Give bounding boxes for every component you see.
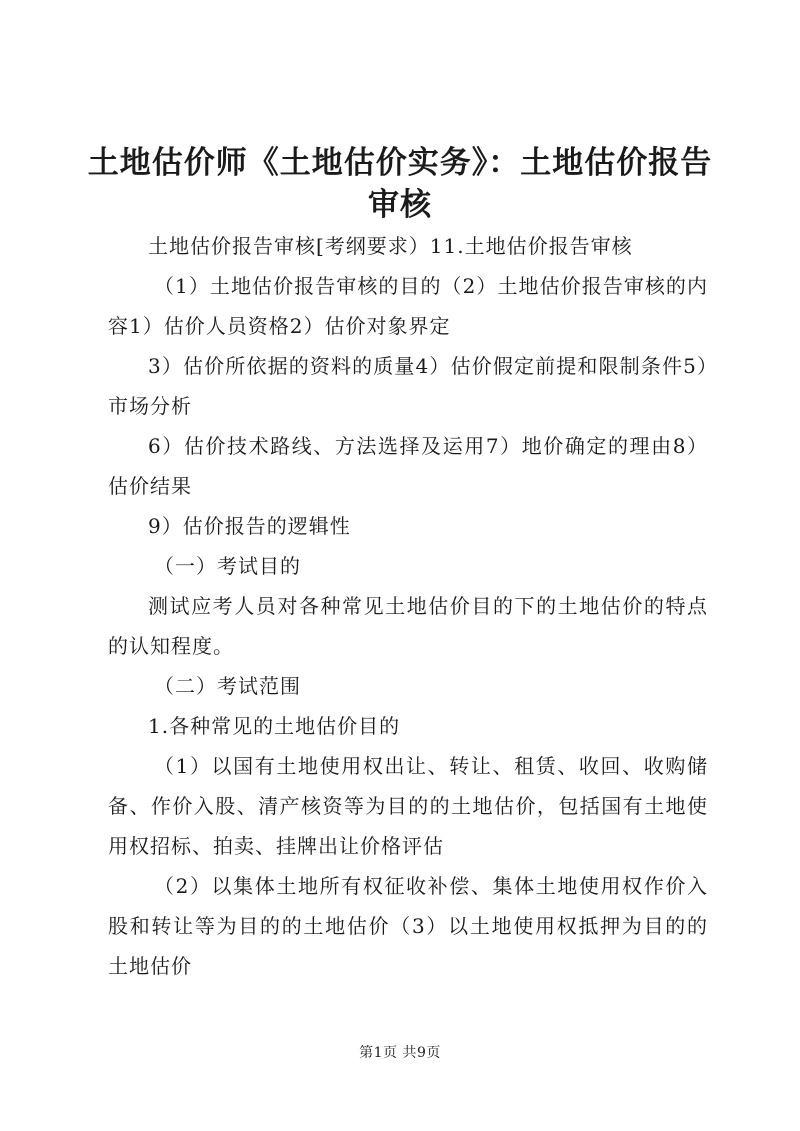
paragraph-4: 6）估价技术路线、方法选择及运用7）地价确定的理由8）估价结果 <box>108 434 708 498</box>
paragraph-5: 9）估价报告的逻辑性 <box>148 514 351 538</box>
paragraph-11: （2）以集体土地所有权征收补偿、集体土地使用权作价入股和转让等为目的的土地估价（3）以土地使用权抵押为目的的土地估价 <box>108 874 708 978</box>
document-body <box>108 226 708 986</box>
paragraph-7: 测试应考人员对各种常见土地估价目的下的土地估价的特点的认知程度。 <box>108 594 708 658</box>
paragraph-8: （二）考试范围 <box>154 674 301 698</box>
document-title-line-1: 土地估价师《土地估价实务》：土地估价报告 <box>87 145 713 181</box>
page-footer: 第1页 共9页 <box>359 1045 441 1061</box>
paragraph-2: （1）土地估价报告审核的目的（2）土地估价报告审核的内容1）估价人员资格2）估价对象界定 <box>108 274 708 338</box>
paragraph-1: 土地估价报告审核[考纲要求）11.土地估价报告审核 <box>148 234 633 258</box>
paragraph-3: 3）估价所依据的资料的质量4）估价假定前提和限制条件5）市场分析 <box>108 354 708 418</box>
paragraph-9: 1.各种常见的土地估价目的 <box>148 714 401 738</box>
paragraph-6: （一）考试目的 <box>154 554 301 578</box>
paragraph-10: （1）以国有土地使用权出让、转让、租赁、收回、收购储备、作价入股、清产核资等为目的的土地估价，包括国有土地使用权招标、拍卖、挂牌出让价格评估 <box>108 754 708 858</box>
document-title-line-2: 审核 <box>368 187 432 223</box>
